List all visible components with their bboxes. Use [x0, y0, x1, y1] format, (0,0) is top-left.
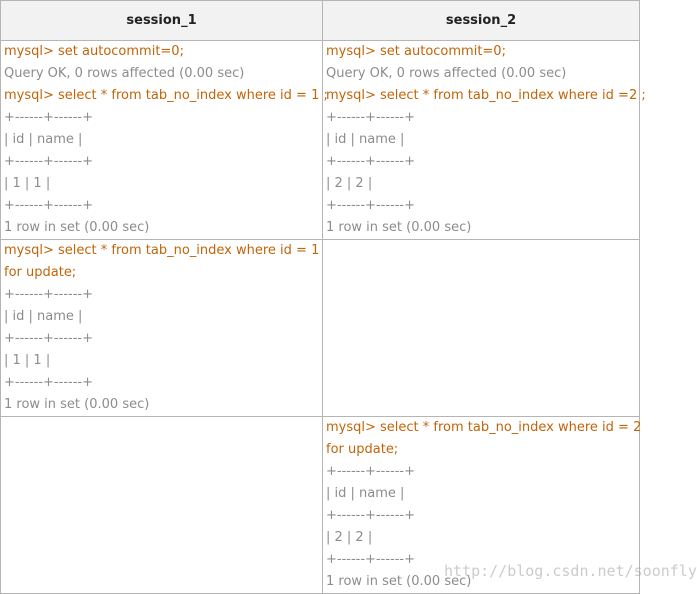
sql-output-line: | 2 | 2 |: [326, 176, 373, 191]
sql-output-line: +------+------+: [326, 552, 415, 567]
session-2-cell: [323, 240, 640, 417]
sql-command-line: for update;: [4, 265, 77, 280]
sql-command-line: mysql> set autocommit=0;: [4, 44, 184, 59]
sql-output-line: 1 row in set (0.00 sec): [4, 220, 150, 235]
sql-output-line: +------+------+: [4, 287, 93, 302]
session-1-cell: [1, 41, 328, 240]
sql-output-line: Query OK, 0 rows affected (0.00 sec): [4, 66, 245, 81]
sql-output-line: +------+------+: [4, 198, 93, 213]
sql-output-line: +------+------+: [4, 375, 93, 390]
sql-output-line: | id | name |: [4, 309, 83, 324]
sql-output-line: | id | name |: [326, 486, 405, 501]
sql-output-line: 1 row in set (0.00 sec): [326, 574, 472, 589]
watermark: http://blog.csdn.net/soonfly: [444, 562, 697, 580]
sql-output-line: 1 row in set (0.00 sec): [326, 220, 472, 235]
sql-output-line: +------+------+: [4, 331, 93, 346]
sql-output-line: 1 row in set (0.00 sec): [4, 397, 150, 412]
sql-output-line: +------+------+: [326, 110, 415, 125]
header-row: [1, 1, 640, 41]
sql-output-line: | id | name |: [4, 132, 83, 147]
sql-command-line: mysql> select * from tab_no_index where id = 1 ;: [4, 88, 328, 103]
sql-command-line: mysql> set autocommit=0;: [326, 44, 506, 59]
session-1-cell: [1, 240, 323, 417]
sql-output-line: +------+------+: [4, 154, 93, 169]
sql-command-line: mysql> select * from tab_no_index where id = 2: [326, 420, 642, 435]
sql-output-line: Query OK, 0 rows affected (0.00 sec): [326, 66, 567, 81]
session-1-cell: [1, 417, 323, 594]
sql-output-line: | 1 | 1 |: [4, 176, 51, 191]
sql-command-line: for update;: [326, 442, 399, 457]
sql-output-line: | 2 | 2 |: [326, 530, 373, 545]
sql-output-line: | 1 | 1 |: [4, 353, 51, 368]
step-row-2: [1, 240, 640, 417]
session-2-cell: [323, 41, 646, 240]
header-session-2: session_2: [323, 1, 640, 41]
sql-output-line: +------+------+: [326, 508, 415, 523]
sql-command-line: mysql> select * from tab_no_index where id =2 ;: [326, 88, 646, 103]
header-session-1: session_1: [1, 1, 323, 41]
sql-output-line: +------+------+: [326, 154, 415, 169]
sql-output-line: +------+------+: [326, 198, 415, 213]
sql-command-line: mysql> select * from tab_no_index where id = 1: [4, 243, 320, 258]
step-row-1: [1, 41, 640, 240]
sql-output-line: +------+------+: [4, 110, 93, 125]
sql-output-line: | id | name |: [326, 132, 405, 147]
sql-output-line: +------+------+: [326, 464, 415, 479]
